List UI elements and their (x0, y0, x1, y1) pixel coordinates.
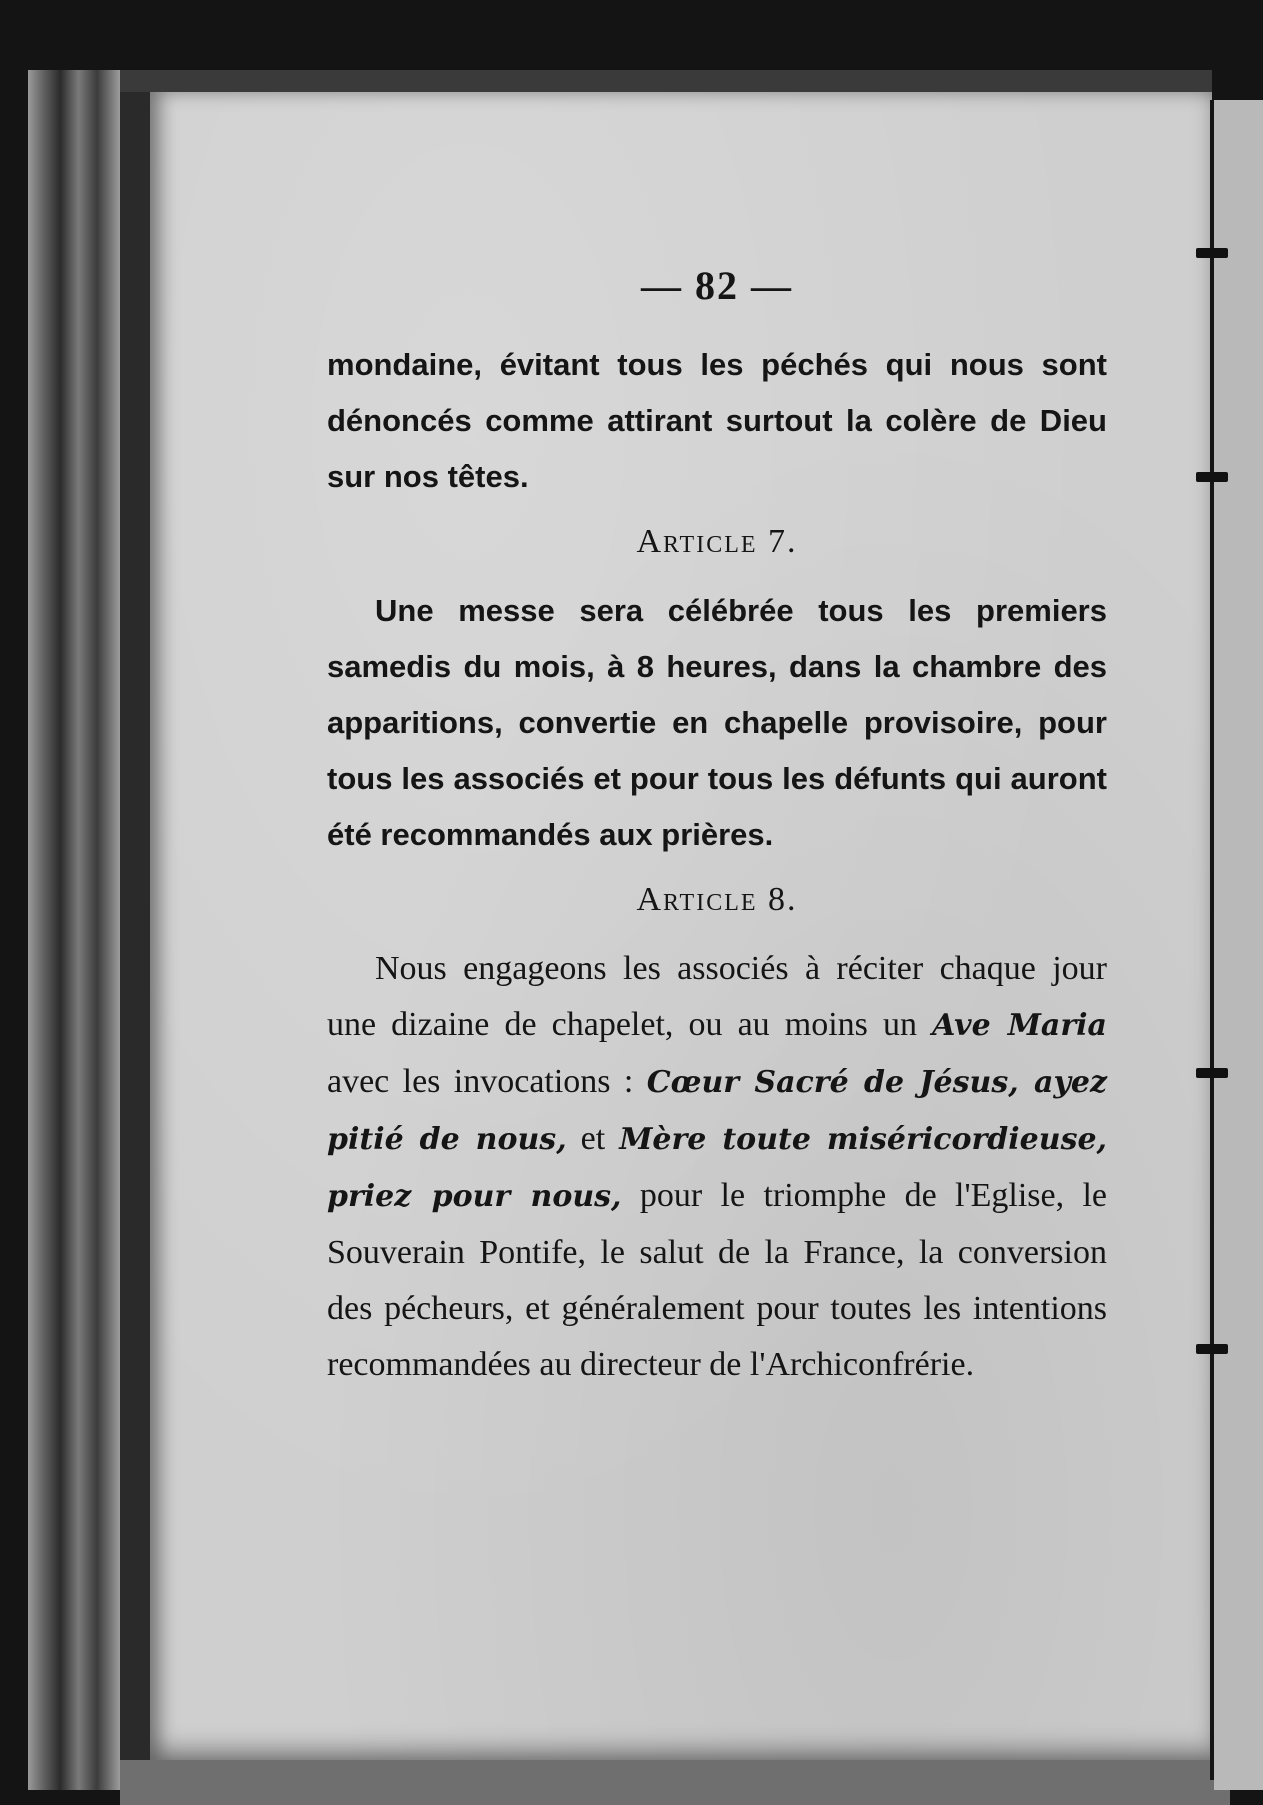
article-8-text: avec les invocations : (327, 1063, 647, 1100)
bottom-border (120, 1760, 1230, 1805)
top-border (120, 70, 1212, 92)
article-8-text: Nous engageons les associés à réciter chaque jour une dizaine de chapelet, ou au moins un (327, 950, 1107, 1043)
page-text (327, 262, 1107, 1393)
margin-tick-mark (1196, 1068, 1228, 1078)
article-7-heading: Article 7. (636, 523, 798, 560)
article-8-heading: Article 8. (636, 881, 798, 918)
article-7-paragraph: Une messe sera célébrée tous les premiers samedis du mois, à 8 heures, dans la chambre des apparitions, convertie en chapelle provisoire, pour tous les associés et pour tous les défunts qui auront été recommandés aux prières. (327, 593, 1107, 852)
invocation-ave-maria: Ave Maria (932, 1008, 1107, 1043)
right-margin-strip (1214, 100, 1263, 1790)
margin-tick-mark (1196, 1344, 1228, 1354)
book-spine-edge (28, 70, 120, 1790)
invocation-merciful-mother: Mère toute miséricordieuse, priez pour nous, (327, 1122, 1107, 1214)
page-number: — 82 — (641, 263, 793, 308)
article-8-text: et (566, 1120, 620, 1157)
invocation-sacred-heart: Cœur Sacré de Jésus, ayez pitié de nous, (327, 1065, 1107, 1157)
article-8-text: pour le triomphe de l'Eglise, le Souverain Pontife, le salut de la France, la conversion des pécheurs, et généralement pour toutes les intentions recommandées au directeur de l'Archiconfrérie. (327, 1177, 1107, 1383)
right-margin-rule (1210, 100, 1214, 1780)
margin-tick-mark (1196, 472, 1228, 482)
margin-tick-mark (1196, 248, 1228, 258)
paragraph-continued: mondaine, évitant tous les péchés qui nous sont dénoncés comme attirant surtout la colère de Dieu sur nos têtes. (327, 347, 1107, 494)
article-8-paragraph (327, 941, 1107, 1393)
